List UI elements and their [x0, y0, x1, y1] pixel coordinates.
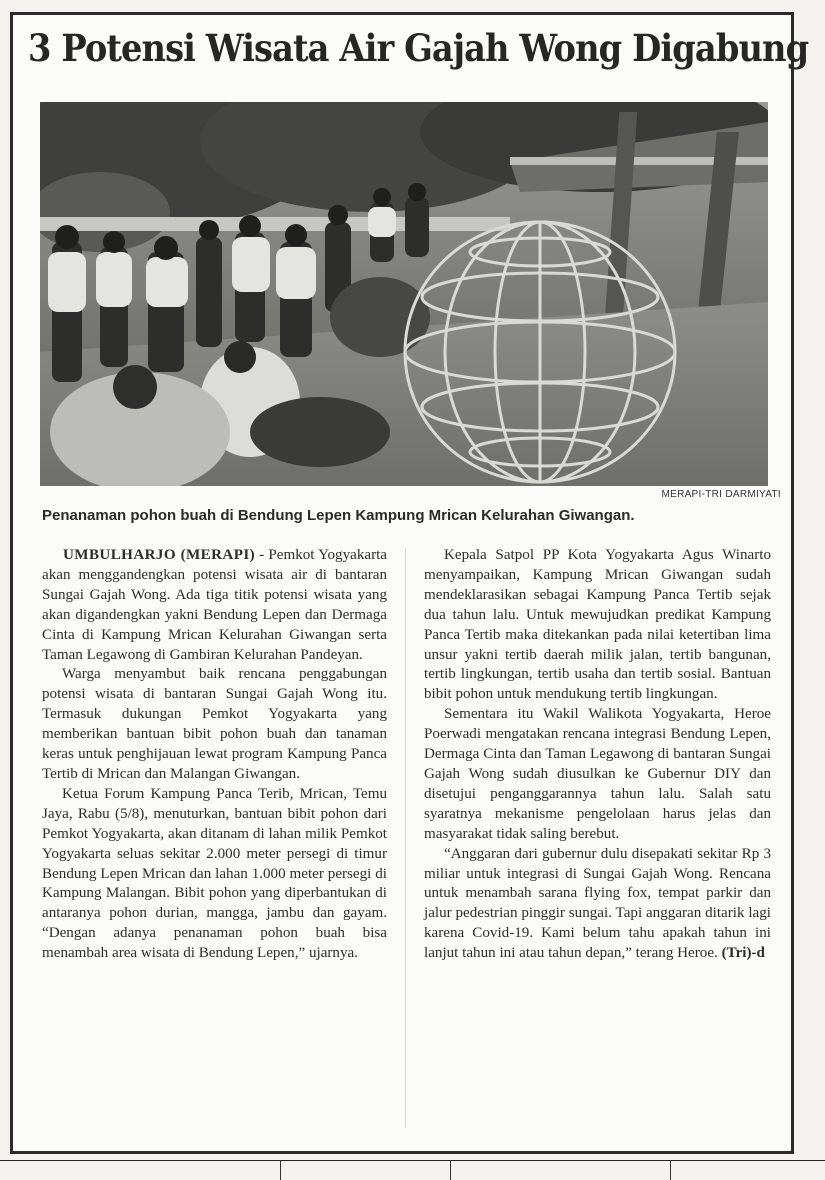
- byline: (Tri)-d: [721, 945, 765, 962]
- paragraph-text: “Anggaran dari gubernur dulu disepakati sekitar Rp 3 miliar untuk integrasi di Sungai Gajah Wong. Rencana untuk menambah sarana flying fox, tempat parkir dan jalur pedestrian pinggir sungai. Tapi anggaran ditarik lagi karena Covid-19. Kami belum tahu apakah tahun ini lanjut tahun ini atau tahun depan,” terang Heroe.: [424, 845, 771, 962]
- article-column-right: [424, 546, 771, 964]
- divider: [670, 1161, 671, 1180]
- column-divider: [405, 548, 406, 1128]
- previous-article-cutoff: [0, 0, 825, 10]
- article-column-left: [42, 546, 387, 964]
- news-photo: [40, 102, 768, 486]
- article-paragraph: Ketua Forum Kampung Panca Terib, Mrican, Temu Jaya, Rabu (5/8), menuturkan, bantuan bibit pohon dari Pemkot Yogyakarta, akan ditanam di lahan milik Pemkot Yogyakarta seluas sekitar 2.000 meter persegi di timur Bendung Lepen Mrican dan lahan 1.000 meter persegi di Kampung Malangan. Bibit pohon yang diperbantukan di antaranya pohon durian, mangga, jambu dan gayam. “Dengan adanya penanaman pohon buah bisa menambah area wisata di Bendung Lepen,” ujarnya.: [42, 785, 387, 962]
- article-paragraph: Sementara itu Wakil Walikota Yogyakarta, Heroe Poerwadi mengatakan rencana integrasi Bendung Lepen, Dermaga Cinta dan Taman Legawong di bantaran Sungai Gajah Wong sudah diusulkan ke Gubernur DIY dan disetujui penganggarannya tahun lalu. Salah satu syaratnya mekanisme pengelolaan harus jelas dan masyarakat tidak saling berebut.: [424, 706, 771, 842]
- article-paragraph: Kepala Satpol PP Kota Yogyakarta Agus Winarto menyampaikan, Kampung Mrican Giwangan sudah mendeklarasikan sebagai Kampung Panca Tertib sejak dua tahun lalu. Untuk mewujudkan predikat Kampung Panca Tertib maka ditekankan pada nilai ketertiban lima unsur yakni tertib daerah milik jalan, tertib bangunan, tertib lingkungan, tertib usaha dan tertib sosial. Bantuan bibit pohon untuk mendukung tertib lingkungan.: [424, 547, 771, 703]
- divider: [450, 1161, 451, 1180]
- dateline: UMBULHARJO (MERAPI): [63, 547, 256, 563]
- page-bottom-strip: [0, 1161, 825, 1180]
- photo-credit: MERAPI-TRI DARMIYATI: [661, 489, 781, 500]
- article-paragraph: UMBULHARJO (MERAPI) - Pemkot Yogyakarta akan menggandengkan potensi wisata air di bantaran Sungai Gajah Wong. Ada tiga titik potensi wisata yang akan digandengkan yakni Bendung Lepen dan Dermaga Cinta di Kampung Mrican Kelurahan Giwangan serta Taman Legawong di Gambiran Kelurahan Pandeyan.: [42, 547, 387, 663]
- paragraph-text: Pemkot Yogyakarta akan menggandengkan potensi wisata air di bantaran Sungai Gajah Wong. Ada tiga titik potensi wisata yang akan digandengkan yakni Bendung Lepen dan Dermaga Cinta di Kampung Mrican Kelurahan Giwangan serta Taman Legawong di Gambiran Kelurahan Pandeyan.: [42, 547, 387, 663]
- headline: 3 Potensi Wisata Air Gajah Wong Digabung: [28, 26, 809, 70]
- article-paragraph: Warga menyambut baik rencana penggabungan potensi wisata di bantaran Sungai Gajah Wong itu. Termasuk dukungan Pemkot Yogyakarta yang memberikan bantuan bibit pohon buah dan tanaman keras untuk penghijauan lewat program Kampung Panca Tertib di Mrican dan Malangan Giwangan.: [42, 666, 387, 782]
- photo-caption: Penanaman pohon buah di Bendung Lepen Kampung Mrican Kelurahan Giwangan.: [42, 507, 635, 524]
- article-paragraph: [424, 845, 771, 964]
- divider: [280, 1161, 281, 1180]
